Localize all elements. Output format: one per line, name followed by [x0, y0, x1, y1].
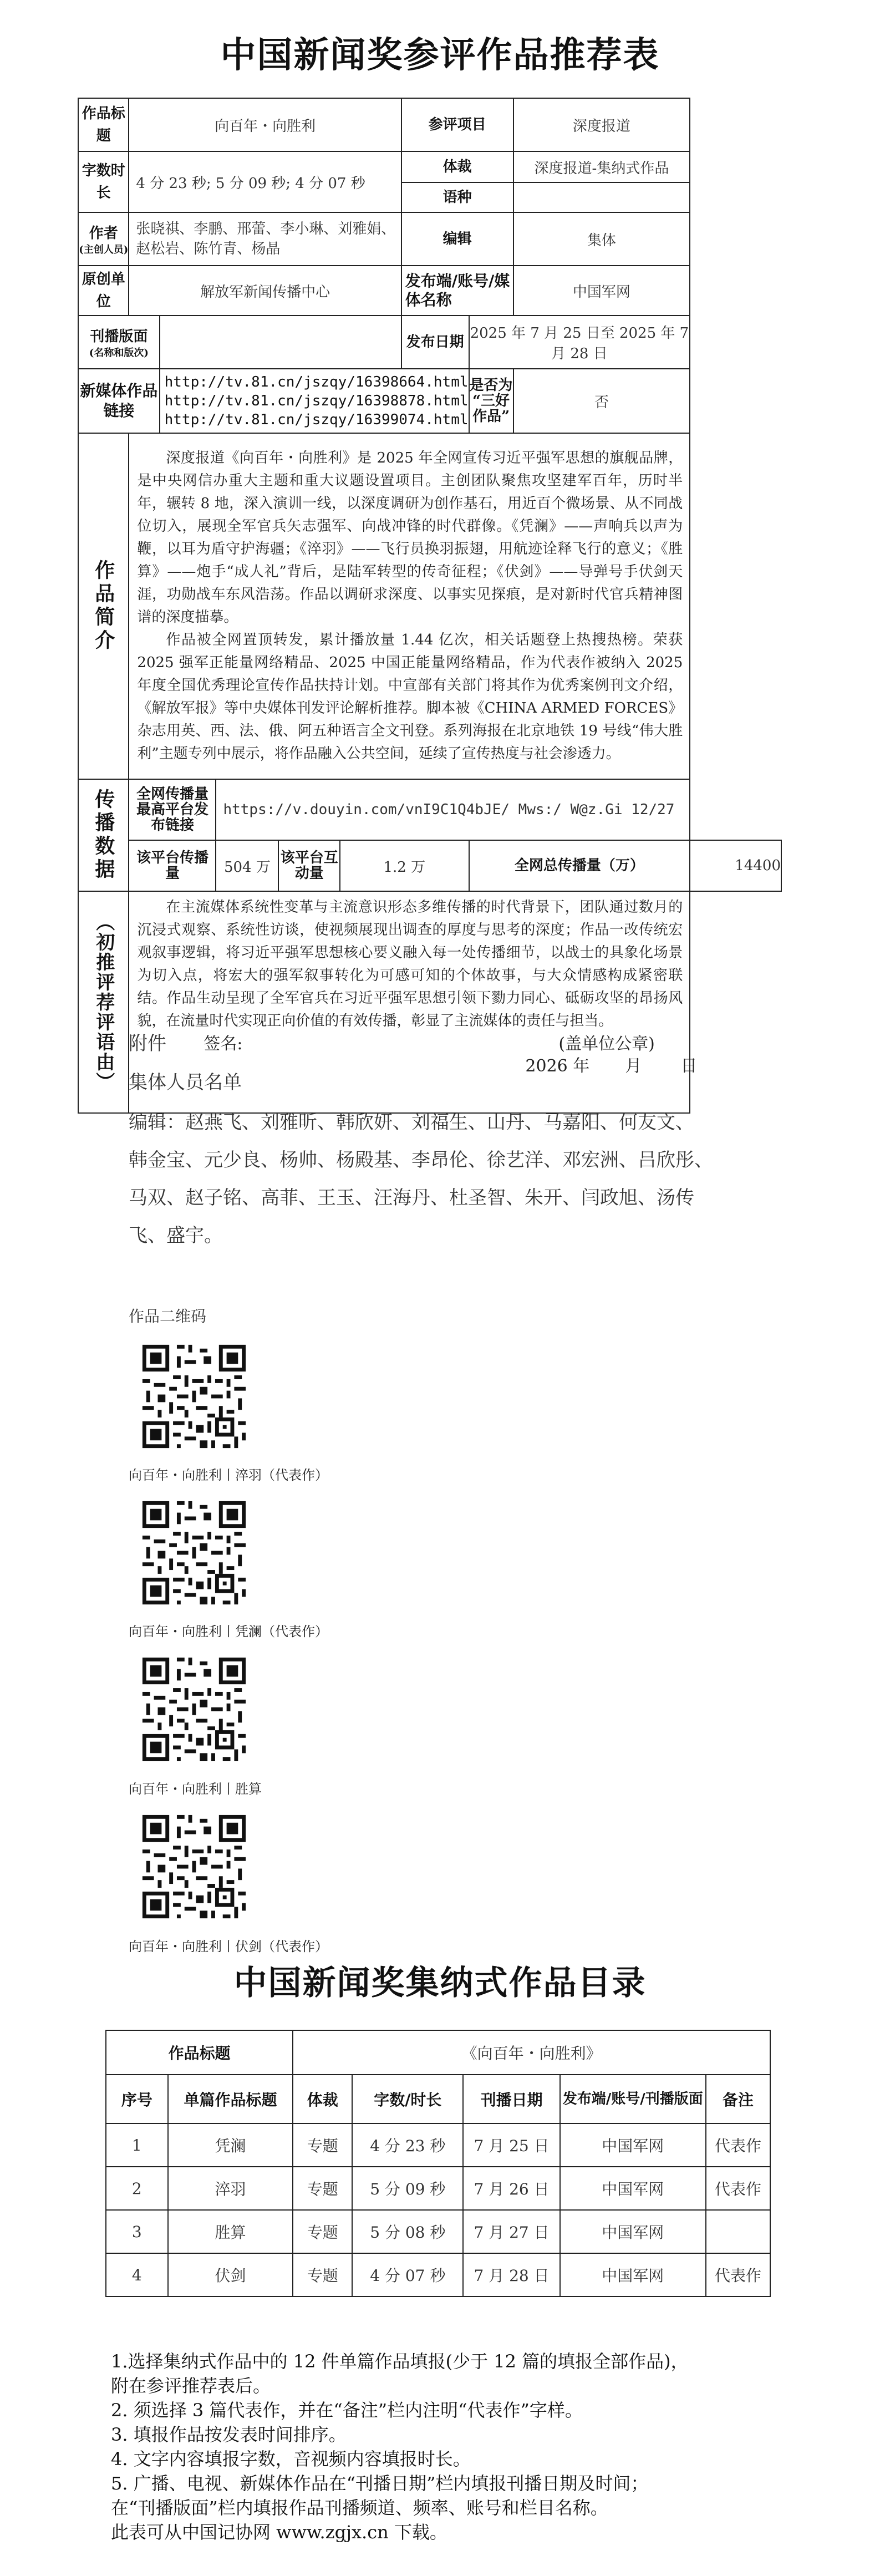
note-line: 附在参评推荐表后。: [111, 2375, 271, 2396]
qr-code-icon[interactable]: [139, 1341, 250, 1452]
table-row-cell: 胜算: [168, 2210, 293, 2253]
good-work-label-2: “三好作品”: [472, 393, 510, 425]
qr-code-icon[interactable]: [139, 1654, 250, 1765]
member-line-3: 马双、赵子铭、高菲、王玉、汪海丹、杜圣智、朱开、闫政旭、汤传: [129, 1187, 694, 1209]
member-list: [129, 1104, 713, 1254]
notes: [111, 2349, 689, 2544]
review-label: [78, 891, 129, 1113]
table-row-cell: 3: [106, 2210, 168, 2253]
origin-unit-label: 原创单位: [78, 266, 129, 316]
work-title: 向百年・向胜利: [129, 98, 401, 151]
spread-label: [78, 779, 129, 891]
layout-label-text: 刊播版面: [90, 328, 148, 345]
note-line: 5. 广播、电视、新媒体作品在“刊播日期”栏内填报刊播日期及时间；: [111, 2473, 649, 2494]
table-row-cell: 伏剑: [168, 2253, 293, 2296]
directory-table: [105, 2030, 771, 2297]
table-row-cell: 5 分 08 秒: [352, 2210, 463, 2253]
table-row-cell: 2: [106, 2167, 168, 2210]
table-row-cell: 7 月 26 日: [463, 2167, 559, 2210]
platform-interaction-label: 该平台互动量: [278, 840, 340, 891]
table-row-cell: 中国军网: [560, 2253, 706, 2296]
link-1[interactable]: http://tv.81.cn/jszqy/16398664.html: [164, 374, 469, 390]
table-row-cell: 4: [106, 2253, 168, 2296]
review-text: 在主流媒体系统性变革与主流意识形态多维传播的时代背景下，团队通过数月的沉浸式观察、系统性访谈，使视频展现出调查的厚度与思考的深度；作品一改传统宏观叙事逻辑，将习近平强军思想核心要义融入每一处传播细节，以战士的具象化场景为切入点，将宏大的强军叙事转化为可感可知的个体故事，与大众情感构成紧密联结。作品生动呈现了全军官兵在习近平强军思想引领下勠力同心、砥砺攻坚的昂扬风貌，在流量时代实现正向价值的有效传播，彰显了主流媒体的责任与担当。: [137, 899, 683, 1029]
publisher-value: 中国军网: [513, 266, 690, 316]
col-header-publisher: 发布端/账号/刊播版面: [560, 2075, 706, 2123]
table-row-cell: 专题: [293, 2167, 352, 2210]
entry-item: 深度报道: [513, 98, 690, 151]
member-list-title: 集体人员名单: [129, 1071, 242, 1094]
member-line-1: 编辑：赵燕飞、刘雅昕、韩欣妍、刘福生、山丹、马嘉阳、何友文、: [129, 1111, 694, 1134]
author-value: 张晓祺、李鹏、邢蕾、李小琳、刘雅娟、赵松岩、陈竹青、杨晶: [129, 212, 401, 266]
qr-code-icon[interactable]: [139, 1811, 250, 1922]
note-line: 在“刊播版面”栏内填报作品刊播频道、频率、账号和栏目名称。: [111, 2497, 608, 2518]
intro-paragraph-1: 深度报道《向百年・向胜利》是 2025 年全网宣传习近平强军思想的旗舰品牌，是中央网信办重大主题和重大议题设置项目。主创团队聚焦攻坚建军百年，历时半年，辗转 8 地，深入演训一线，以深度调研为创作基石，用近百个微场景、从不同战位切入，展现全军官兵矢志强军、向战冲锋的时代群像。《凭澜》——声响兵以声为鞭，以耳为盾守护海疆；《淬羽》——飞行员换羽振翅，用航迹诠释飞行的意义；《胜算》——炮手“成人礼”背后，是陆军转型的传奇征程；《伏剑》——导弹号手伏剑天涯，功勋战车东风浩荡。作品以调研求深度、以事实见探痕，是对新时代官兵精神图谱的深度描摹。: [137, 450, 683, 626]
col-header-title: 单篇作品标题: [168, 2075, 293, 2123]
table-row-cell: 代表作: [706, 2253, 770, 2296]
author-sublabel: (主创人员): [79, 244, 129, 256]
entry-item-label: 参评项目: [401, 98, 513, 151]
review-label-text: （初推评荐评语由）: [92, 912, 115, 1092]
intro-text: [129, 433, 690, 779]
table-row-cell: 5 分 09 秒: [352, 2167, 463, 2210]
table-row-cell: [706, 2210, 770, 2253]
directory-work-label: 作品标题: [106, 2030, 293, 2075]
table-row-cell: 专题: [293, 2210, 352, 2253]
col-header-index: 序号: [106, 2075, 168, 2123]
review-date-day: 日: [680, 1056, 698, 1076]
editor-label: 编辑: [401, 212, 513, 266]
length-value: 4 分 23 秒; 5 分 09 秒; 4 分 07 秒: [129, 151, 401, 212]
col-header-genre: 体裁: [293, 2075, 352, 2123]
table-row-cell: 凭澜: [168, 2123, 293, 2167]
total-spread-value: 14400: [690, 840, 781, 891]
intro-label: [78, 433, 129, 779]
qr-caption-2: 向百年・向胜利丨凭澜（代表作）: [129, 1624, 328, 1639]
table-row-cell: 中国军网: [560, 2210, 706, 2253]
note-line: 1.选择集纳式作品中的 12 件单篇作品填报(少于 12 篇的填报全部作品)，: [111, 2351, 689, 2372]
publisher-label: 发布端/账号/媒体名称: [401, 266, 513, 316]
table-row-cell: 4 分 23 秒: [352, 2123, 463, 2167]
title-label: 作品标题: [78, 98, 129, 151]
note-line: 3. 填报作品按发表时间排序。: [111, 2424, 347, 2445]
form-title: 中国新闻奖参评作品推荐表: [220, 34, 660, 76]
layout-value: [160, 316, 401, 369]
publish-date-label: 发布日期: [401, 316, 469, 369]
seal-note: (盖单位公章): [558, 1034, 655, 1054]
link-list: [160, 369, 469, 433]
table-row-cell: 专题: [293, 2123, 352, 2167]
link-3[interactable]: http://tv.81.cn/jszqy/16399074.html: [164, 411, 469, 428]
table-row-cell: 中国军网: [560, 2167, 706, 2210]
review-date-month: 月: [625, 1056, 642, 1076]
member-line-2: 韩金宝、元少良、杨帅、杨殿基、李昂伦、徐艺洋、邓宏洲、吕欣彤、: [129, 1149, 713, 1171]
origin-unit-value: 解放军新闻传播中心: [129, 266, 401, 316]
layout-label: [78, 316, 160, 369]
good-work-value: 否: [513, 369, 690, 433]
author-label: [78, 212, 129, 266]
top-platform-label: 全网传播量最高平台发布链接: [129, 779, 216, 840]
annex-title: 附件: [129, 1033, 166, 1055]
editor-value: 集体: [513, 212, 690, 266]
table-row-cell: 7 月 25 日: [463, 2123, 559, 2167]
total-spread-label: 全网总传播量（万）: [469, 840, 690, 891]
col-header-note: 备注: [706, 2075, 770, 2123]
qr-caption-1: 向百年・向胜利丨淬羽（代表作）: [129, 1467, 328, 1483]
length-label: 字数时长: [78, 151, 129, 212]
qr-caption-4: 向百年・向胜利丨伏剑（代表作）: [129, 1939, 328, 1954]
table-row-cell: 4 分 07 秒: [352, 2253, 463, 2296]
genre-label: 体裁: [401, 151, 513, 182]
publish-date-value: 2025 年 7 月 25 日至 2025 年 7 月 28 日: [469, 316, 690, 369]
platform-interaction-value: 1.2 万: [340, 840, 469, 891]
signature-label: 签名:: [204, 1034, 243, 1054]
intro-label-text: 作品简介: [91, 560, 115, 653]
link-2[interactable]: http://tv.81.cn/jszqy/16398878.html: [164, 393, 469, 409]
note-line: 此表可从中国记协网 www.zgjx.cn 下载。: [111, 2522, 447, 2543]
layout-sublabel: (名称和版次): [89, 347, 149, 359]
language-value: [513, 182, 690, 212]
table-row-cell: 1: [106, 2123, 168, 2167]
good-work-label-1: 是否为: [469, 377, 513, 394]
language-label: 语种: [401, 182, 513, 212]
top-platform-link[interactable]: https://v.douyin.com/vnI9C1Q4bJE/ Mws:/ W@z.Gi 12/27: [216, 779, 690, 840]
recommendation-form: [78, 98, 782, 1114]
platform-play-value: 504 万: [216, 840, 278, 891]
note-line: 4. 文字内容填报字数，音视频内容填报时长。: [111, 2448, 471, 2470]
genre-value: 深度报道-集纳式作品: [513, 151, 690, 182]
member-line-4: 飞、盛宇。: [129, 1225, 223, 1247]
qr-section-title: 作品二维码: [129, 1307, 207, 1325]
table-row-cell: 7 月 28 日: [463, 2253, 559, 2296]
intro-paragraph-2: 作品被全网置顶转发，累计播放量 1.44 亿次，相关话题登上热搜热榜。荣获 2025 强军正能量网络精品、2025 中国正能量网络精品，作为代表作被纳入 2025 年度全国优秀理论宣传作品扶持计划。中宣部有关部门将其作为优秀案例刊文介绍，《解放军报》等中央媒体刊发评论解析推荐。脚本被《CHINA ARMED FORCES》杂志用英、西、法、俄、阿五种语言全文刊登。系列海报在北京地铁 19 号线“伟大胜利”主题专列中展示，将作品融入公共空间，延续了宣传热度与社会渗透力。: [137, 632, 683, 762]
directory-work-title: 《向百年・向胜利》: [293, 2030, 770, 2075]
col-header-date: 刊播日期: [463, 2075, 559, 2123]
qr-code-icon[interactable]: [139, 1497, 250, 1608]
table-row-cell: 中国军网: [560, 2123, 706, 2167]
table-row-cell: 淬羽: [168, 2167, 293, 2210]
author-label-text: 作者: [89, 225, 118, 242]
table-row-cell: 代表作: [706, 2123, 770, 2167]
table-row-cell: 专题: [293, 2253, 352, 2296]
directory-title: 中国新闻奖集纳式作品目录: [233, 1964, 647, 2003]
link-label: 新媒体作品链接: [78, 369, 160, 433]
table-row-cell: 7 月 27 日: [463, 2210, 559, 2253]
good-work-label: [469, 369, 513, 433]
spread-label-text: 传播数据: [91, 789, 115, 882]
platform-play-label: 该平台传播量: [129, 840, 216, 891]
table-row-cell: 代表作: [706, 2167, 770, 2210]
col-header-length: 字数/时长: [352, 2075, 463, 2123]
qr-caption-3: 向百年・向胜利丨胜算: [129, 1781, 262, 1797]
review-date-year: 2026 年: [525, 1056, 590, 1076]
note-line: 2. 须选择 3 篇代表作，并在“备注”栏内注明“代表作”字样。: [111, 2400, 583, 2421]
